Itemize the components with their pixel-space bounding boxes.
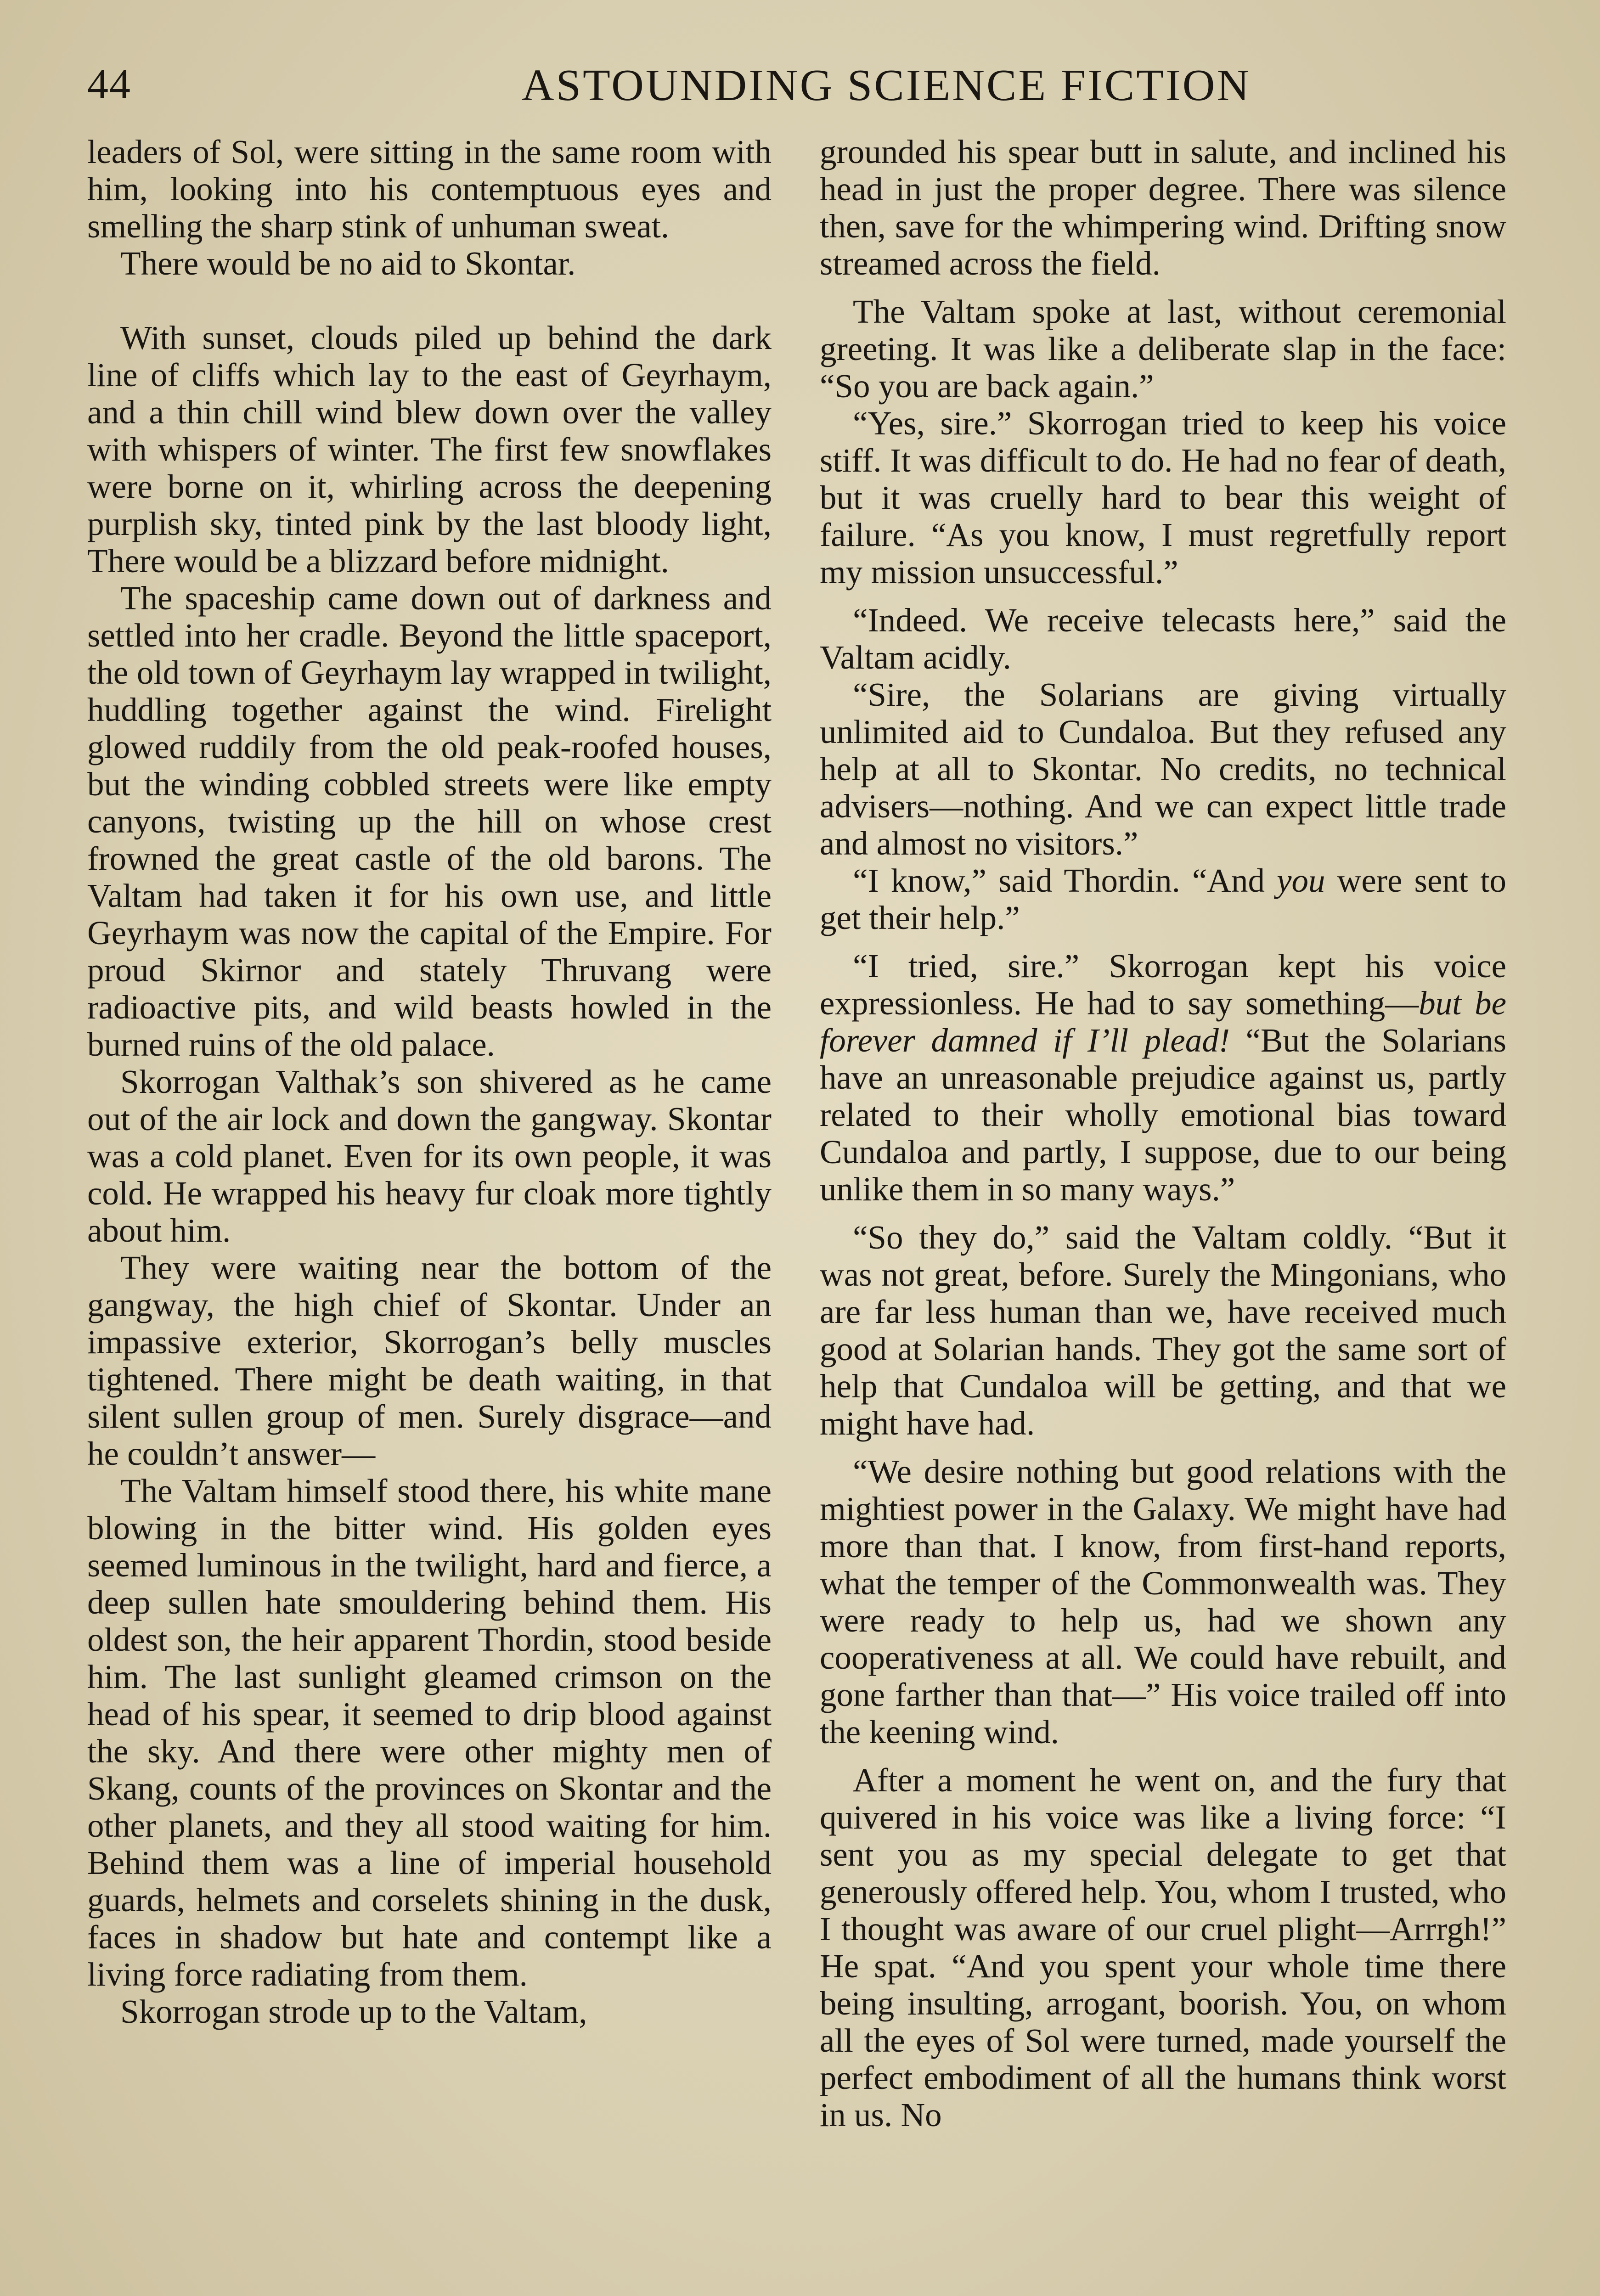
paragraph: “Indeed. We receive telecasts here,” said the Valtam acidly. [820, 602, 1506, 676]
paragraph: They were waiting near the bottom of the gangway, the high chief of Skontar. Under an impassive exterior, Skorrogan’s belly muscles tightened. There might be death waiting, in that silent sullen group of men. Surely disgrace—and he couldn’t answer— [87, 1249, 772, 1472]
dialogue-text: “But the Solarians have an unreasonable prejudice against us, partly related to their wholly emotional bias toward Cundaloa and partly, I suppose, due to our being unlike them in so many ways.” [820, 1022, 1506, 1208]
paragraph [820, 947, 1506, 1208]
paragraph: With sunset, clouds piled up behind the dark line of cliffs which lay to the east of Geyrhaym, and a thin chill wind blew down over the valley with whispers of winter. The first few snowflakes were borne on it, whirling across the deepening purplish sky, tinted pink by the last bloody light, There would be a blizzard before midnight. [87, 319, 772, 580]
dialogue-text: “I tried, sire.” Skorrogan kept his voice expressionless. He had to say something— [820, 947, 1506, 1022]
paragraph: “Sire, the Solarians are giving virtually unlimited aid to Cundaloa. But they refused any help at all to Skontar. No credits, no technical advisers—nothing. And we can expect little trade and almost no visitors.” [820, 676, 1506, 862]
paragraph: The Valtam spoke at last, without ceremonial greeting. It was like a deliberate slap in the face: “So you are back again.” [820, 293, 1506, 405]
page-number: 44 [87, 61, 131, 107]
paragraph: After a moment he went on, and the fury that quivered in his voice was like a living force: “I sent you as my special delegate to get that generously offered help. You, whom I trusted, who I thought was aware of our cruel plight—Arrrgh!” He spat. “And you spent your whole time there being insulting, arrogant, boorish. You, on whom all the eyes of Sol were turned, made yourself the perfect embodiment of all the humans think worst in us. No [820, 1761, 1506, 2133]
paragraph: “We desire nothing but good relations with the mightiest power in the Galaxy. We might have had more than that. I know, from first-hand reports, what the temper of the Commonwealth was. They were ready to help us, had we shown any cooperativeness at all. We could have rebuilt, and gone farther than that—” His voice trailed off into the keening wind. [820, 1453, 1506, 1750]
running-title: ASTOUNDING SCIENCE FICTION [521, 61, 1251, 110]
paragraph: leaders of Sol, were sitting in the same room with him, looking into his contemptuous eyes and smelling the sharp stink of unhuman sweat. [87, 133, 772, 245]
right-column [820, 133, 1506, 2133]
paragraph: Skorrogan Valthak’s son shivered as he came out of the air lock and down the gangway. Skontar was a cold planet. Even for its own people, it was cold. He wrapped his heavy fur cloak more tightly about him. [87, 1063, 772, 1249]
page-header [87, 55, 1520, 119]
paragraph: The Valtam himself stood there, his white mane blowing in the bitter wind. His golden eyes seemed luminous in the twilight, hard and fierce, a deep sullen hate smouldering behind them. His oldest son, the heir apparent Thordin, stood beside him. The last sunlight gleamed crimson on the head of his spear, it seemed to drip blood against the sky. And there were other mighty men of Skang, counts of the provinces on Skontar and the other planets, and they all stood waiting for him. Behind them was a line of imperial household guards, helmets and corselets shining in the dusk, faces in shadow but hate and contempt like a living force radiating from them. [87, 1472, 772, 1993]
paragraph [820, 862, 1506, 936]
dialogue-text: were sent to get their help.” [820, 862, 1507, 936]
emphasis-text: you [1277, 862, 1325, 899]
paragraph: “Yes, sire.” Skorrogan tried to keep his voice stiff. It was difficult to do. He had no fear of death, but it was cruelly hard to bear this weight of failure. “As you know, I must regretfully report my mission unsuccessful.” [820, 405, 1506, 591]
paragraph: There would be no aid to Skontar. [120, 245, 576, 282]
section-break [87, 282, 772, 319]
left-column [87, 133, 772, 2030]
dialogue-text: “I know,” said Thordin. “And [853, 862, 1277, 899]
paragraph: grounded his spear butt in salute, and inclined his head in just the proper degree. There was silence then, save for the whimpering wind. Drifting snow streamed across the field. [820, 133, 1506, 282]
paragraph: The spaceship came down out of darkness and settled into her cradle. Beyond the little spaceport, the old town of Geyrhaym lay wrapped in twilight, huddling together against the wind. Firelight glowed ruddily from the old peak-roofed houses, but the winding cobbled streets were like empty canyons, twisting up the hill on whose crest frowned the great castle of the old barons. The Valtam had taken it for his own use, and little Geyrhaym was now the capital of the Empire. For proud Skirnor and stately Thruvang were radioactive pits, and wild beasts howled in the burned ruins of the old palace. [87, 580, 772, 1063]
paragraph: “So they do,” said the Valtam coldly. “But it was not great, before. Surely the Mingonians, who are far less human than we, have received much good at Solarian hands. They got the same sort of help that Cundaloa will be getting, and that we might have had. [820, 1219, 1506, 1442]
paragraph: Skorrogan strode up to the Valtam, [120, 1993, 587, 2030]
emphasis-text: but be forever damned if I’ll plead! [820, 985, 1506, 1059]
